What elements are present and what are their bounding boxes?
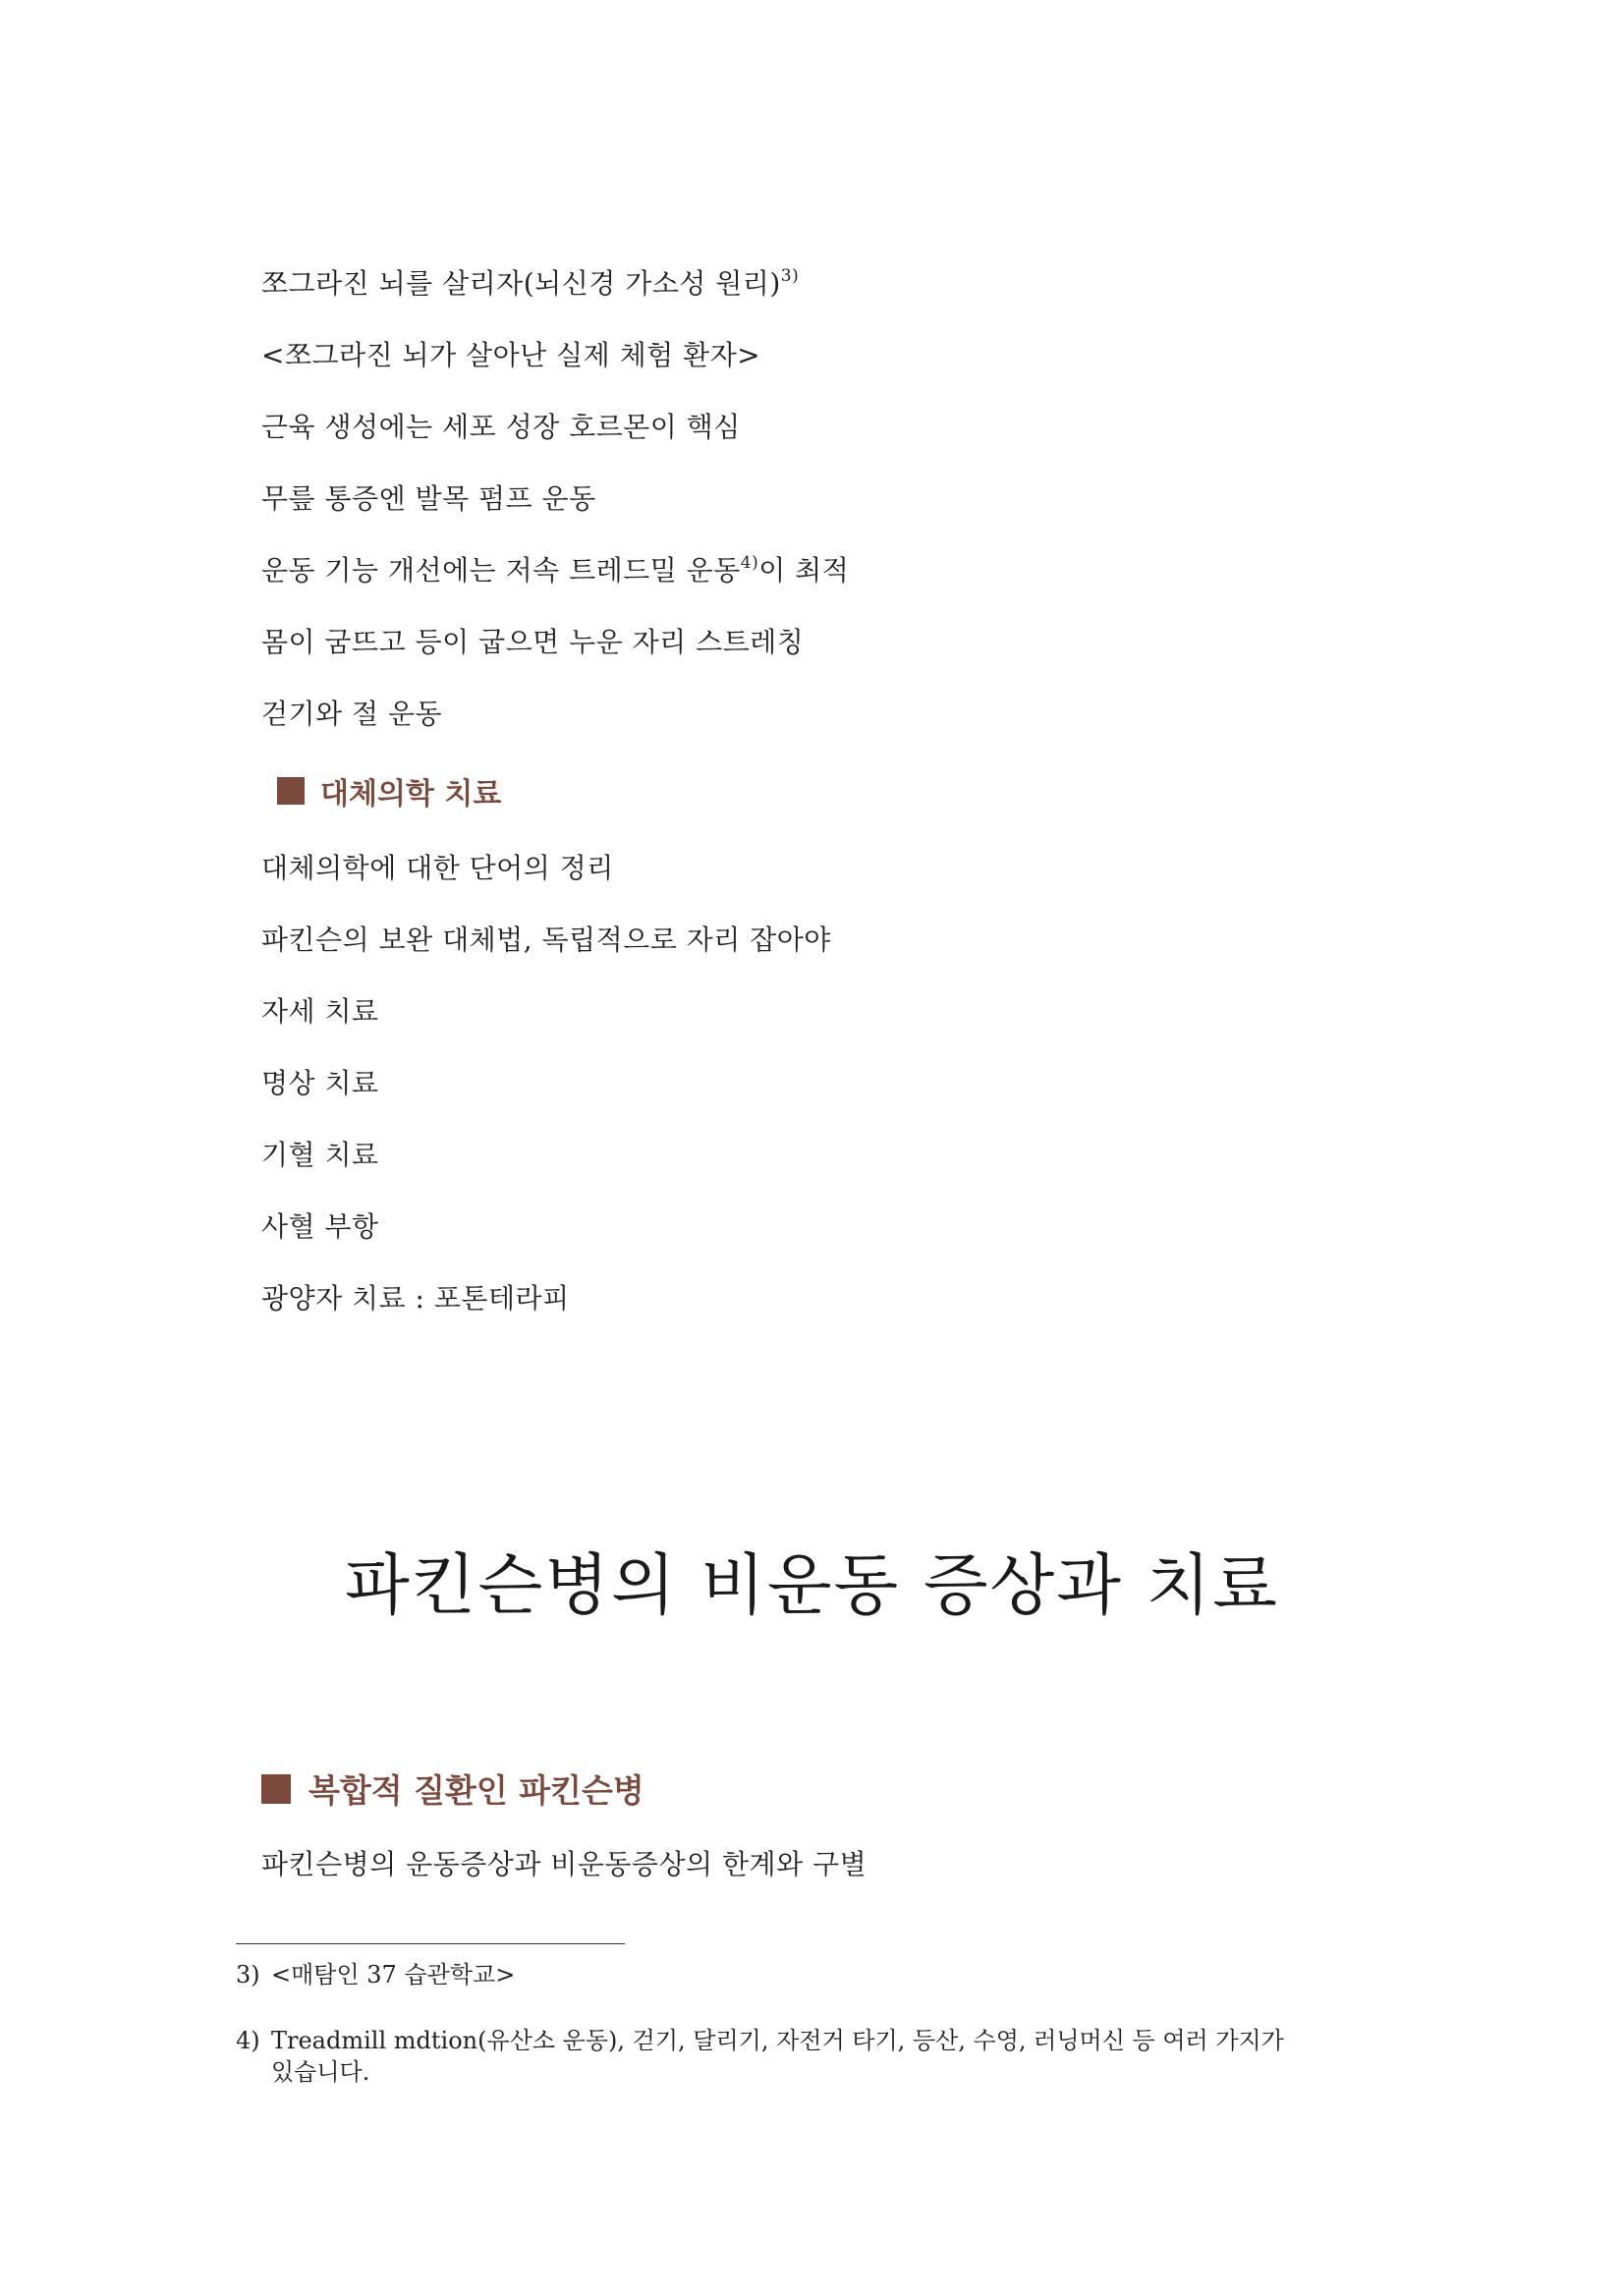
section-heading-label: 복합적 질환인 파킨슨병: [308, 1771, 644, 1810]
text-line: 대체의학에 대한 단어의 정리: [261, 852, 614, 884]
text-line: 파킨슨병의 운동증상과 비운동증상의 한계와 구별: [261, 1848, 868, 1880]
section-heading: [261, 1765, 644, 1812]
footnote-number: 4): [236, 2027, 260, 2054]
text-line: 자세 치료: [261, 995, 379, 1028]
text-line: 걷기와 절 운동: [261, 698, 443, 730]
text-line: 사혈 부항: [261, 1210, 379, 1243]
footnote-ref[interactable]: 4): [740, 553, 759, 573]
footnote-text-continuation: 있습니다.: [271, 2058, 370, 2086]
footnote-text: <매탐인 37 습관학교>: [271, 1961, 516, 1988]
footnote-text: Treadmill mdtion(유산소 운동), 걷기, 달리기, 자전거 타기, 등산, 수영, 러닝머신 등 여러 가지가: [271, 2027, 1284, 2054]
text-line: 기혈 치료: [261, 1139, 379, 1171]
footnote-ref[interactable]: 3): [780, 266, 800, 286]
text-line: 파킨슨의 보완 대체법, 독립적으로 자리 잡아야: [261, 924, 831, 956]
footnote: [236, 2025, 1284, 2088]
footnote: [236, 1959, 515, 1990]
chapter-title: 파킨슨병의 비운동 증상과 치료: [345, 1547, 1279, 1625]
footnote-number: 3): [236, 1961, 260, 1988]
text-line: <쪼그라진 뇌가 살아난 실제 체험 환자>: [261, 339, 761, 371]
text-line: 근육 생성에는 세포 성장 호르몬이 핵심: [261, 411, 741, 443]
text-line: 몸이 굼뜨고 등이 굽으면 누운 자리 스트레칭: [261, 626, 805, 658]
text-line: 운동 기능 개선에는 저속 트레드밀 운동$^{4)}$이 최적: [261, 553, 850, 587]
section-heading-label: 대체의학 치료: [320, 777, 502, 812]
text-line: 무릎 통증엔 발목 펌프 운동: [261, 482, 596, 515]
text-line: 명상 치료: [261, 1067, 379, 1099]
square-bullet-icon: [261, 1774, 291, 1804]
section-heading: [277, 769, 501, 812]
footnote-divider: [236, 1943, 625, 1944]
square-bullet-icon: [277, 777, 305, 805]
text-line: 광양자 치료 : 포톤테라피: [261, 1282, 570, 1315]
text-line: 쪼그라진 뇌를 살리자(뇌신경 가소성 원리)$^{3)}$: [261, 266, 800, 300]
